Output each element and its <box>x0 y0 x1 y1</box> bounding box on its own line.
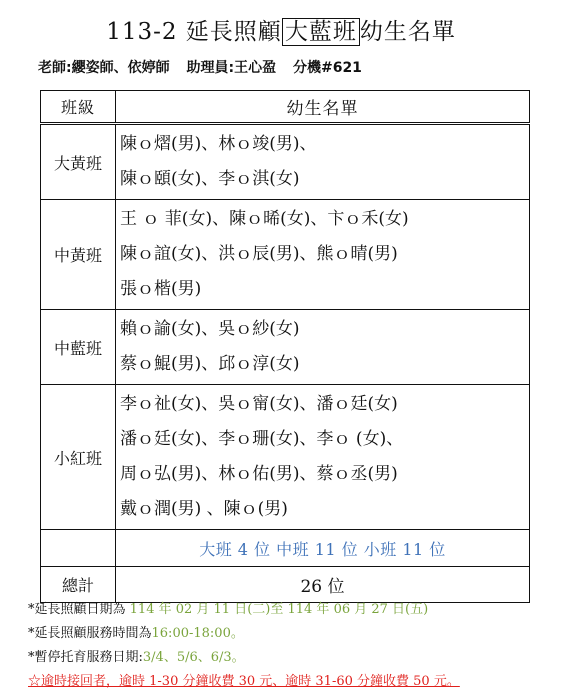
title-prefix: 113-2 延長照顧 <box>106 19 282 45</box>
header-names: 幼生名單 <box>116 91 530 124</box>
class-name: 小紅班 <box>41 385 116 530</box>
page-title <box>0 16 562 48</box>
class-name: 大黃班 <box>41 124 116 200</box>
summary-empty-cell <box>41 530 116 567</box>
names-line: 王 ｏ 菲(女)、陳ｏ晞(女)、卞ｏ禾(女) <box>120 209 409 229</box>
note-suspend <box>28 646 460 670</box>
names-line: 李ｏ祉(女)、吳ｏ甯(女)、潘ｏ廷(女) <box>120 394 398 414</box>
note-dates-label: *延長照顧日期為 <box>28 602 126 617</box>
header-class: 班級 <box>41 91 116 124</box>
table-row <box>41 385 530 530</box>
extension-label: 分機#621 <box>292 60 362 76</box>
table-header-row <box>41 91 530 124</box>
total-value: 26 位 <box>116 567 530 603</box>
names-line: 張ｏ楷(男) <box>120 279 202 299</box>
student-names <box>116 310 530 385</box>
student-table <box>40 90 530 603</box>
names-line: 戴ｏ潤(男) 、陳ｏ(男) <box>120 499 288 519</box>
note-late-fee: ☆逾時接回者，逾時 1-30 分鐘收費 30 元、逾時 31-60 分鐘收費 50 元。 <box>28 674 460 689</box>
notes-section <box>28 598 460 694</box>
note-hours-label: *延長照顧服務時間為 <box>28 626 152 641</box>
title-class-boxed: 大藍班 <box>282 18 360 46</box>
table-row <box>41 310 530 385</box>
class-summary: 大班 4 位 中班 11 位 小班 11 位 <box>116 530 530 567</box>
names-line: 潘ｏ廷(女)、李ｏ珊(女)、李ｏ (女)、 <box>120 429 404 449</box>
staff-info <box>38 58 374 78</box>
teachers-label: 老師:纓姿師、依婷師 <box>38 60 170 76</box>
names-line: 陳ｏ誼(女)、洪ｏ辰(男)、熊ｏ晴(男) <box>120 244 398 264</box>
summary-row <box>41 530 530 567</box>
table-row <box>41 200 530 310</box>
names-line: 蔡ｏ鯤(男)、邱ｏ淳(女) <box>120 354 300 374</box>
note-dates-value: 114 年 02 月 11 日(二)至 114 年 06 月 27 日(五) <box>129 602 429 617</box>
note-suspend-label: *暫停托育服務日期: <box>28 650 143 665</box>
note-hours-value: 16:00-18:00。 <box>151 626 244 641</box>
note-dates <box>28 598 460 622</box>
table-row <box>41 124 530 200</box>
note-hours <box>28 622 460 646</box>
names-line: 陳ｏ熠(男)、林ｏ竣(男)、 <box>120 134 317 154</box>
student-names <box>116 124 530 200</box>
names-line: 賴ｏ諭(女)、吳ｏ紗(女) <box>120 319 300 339</box>
names-line: 周ｏ弘(男)、林ｏ佑(男)、蔡ｏ丞(男) <box>120 464 398 484</box>
student-names <box>116 385 530 530</box>
assistant-label: 助理員:王心盈 <box>186 60 277 76</box>
total-label: 總計 <box>41 567 116 603</box>
class-name: 中藍班 <box>41 310 116 385</box>
note-suspend-value: 3/4、5/6、6/3。 <box>142 650 245 665</box>
title-suffix: 幼生名單 <box>359 19 456 45</box>
class-name: 中黃班 <box>41 200 116 310</box>
student-names <box>116 200 530 310</box>
names-line: 陳ｏ頤(女)、李ｏ淇(女) <box>120 169 300 189</box>
